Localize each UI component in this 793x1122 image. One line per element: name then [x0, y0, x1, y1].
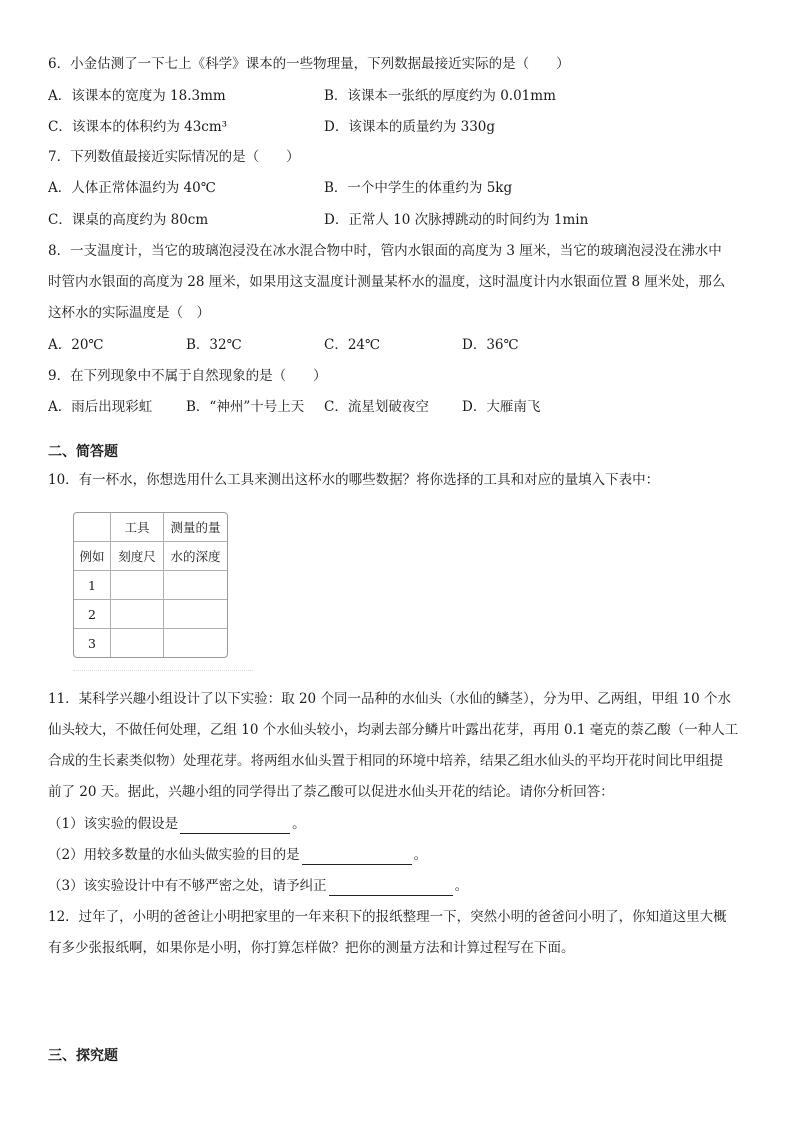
q8-line-2: 时管内水银面的高度为 28 厘米，如果用这支温度计测量某杯水的温度，这时温度计内水银面位置 8 厘米处，那么 — [48, 274, 726, 290]
table-cell — [111, 629, 164, 657]
table-cell: 3 — [74, 629, 111, 657]
table-cell: 例如 — [74, 542, 111, 571]
q8-line-1: 8．一支温度计，当它的玻璃泡浸没在冰水混合物中时，管内水银面的高度为 3 厘米，当它的玻璃泡浸没在沸水中 — [48, 243, 722, 259]
q8-option-a: A．20℃ — [48, 337, 104, 353]
table-cell — [164, 571, 227, 600]
q8-line-3: 这杯水的实际温度是（ ） — [48, 305, 210, 321]
q6-option-b: B．该课本一张纸的厚度约为 0.01mm — [324, 88, 556, 104]
period: 。 — [413, 847, 428, 863]
q9-option-d: D．大雁南飞 — [462, 399, 541, 415]
table-header-cell: 工具 — [111, 513, 164, 542]
section-heading-2: 二、简答题 — [48, 444, 118, 460]
table-cell: 刻度尺 — [111, 542, 164, 571]
table-cell: 1 — [74, 571, 111, 600]
q9-stem: 9．在下列现象中不属于自然现象的是（ ） — [48, 368, 327, 384]
q12-line-1: 12．过年了，小明的爸爸让小明把家里的一年来积下的报纸整理一下，突然小明的爸爸问小明了，你知道这里大概 — [48, 909, 727, 925]
q9-option-c: C．流星划破夜空 — [324, 399, 429, 415]
table-cell — [164, 629, 227, 657]
q9-option-b: B．“神州”十号上天 — [186, 399, 305, 415]
q12-line-2: 有多少张报纸啊，如果你是小明，你打算怎样做？把你的测量方法和计算过程写在下面。 — [48, 940, 575, 956]
q10-stem: 10．有一杯水，你想选用什么工具来测出这杯水的哪些数据？将你选择的工具和对应的量填入下表中： — [48, 472, 660, 488]
q11-sub-3 — [48, 876, 468, 896]
table-cell: 2 — [74, 600, 111, 629]
q8-option-d: D．36℃ — [462, 337, 519, 353]
q7-option-a: A．人体正常体温约为 40℃ — [48, 180, 216, 196]
divider — [73, 670, 253, 671]
q11-line-3: 合成的生长素类似物）处理花芽。将两组水仙头置于相同的环境中培养，结果乙组水仙头的平均开花时间比甲组提 — [48, 753, 723, 769]
period: 。 — [292, 816, 306, 832]
table-row — [74, 542, 227, 571]
q11-sub-3-text: （3）该实验设计中有不够严密之处，请予纠正 — [48, 878, 327, 894]
q7-option-c: C．课桌的高度约为 80cm — [48, 212, 209, 228]
answer-blank[interactable] — [302, 850, 412, 865]
q11-line-4: 前了 20 天。据此，兴趣小组的同学得出了萘乙酸可以促进水仙头开花的结论。请你分析回答： — [48, 784, 614, 800]
q11-sub-2-text: （2）用较多数量的水仙头做实验的目的是 — [48, 847, 300, 863]
table-header-cell: 测量的量 — [164, 513, 227, 542]
q6-stem: 6．小金估测了一下七上《科学》课本的一些物理量，下列数据最接近实际的是（ ） — [48, 56, 570, 72]
q11-line-1: 11．某科学兴趣小组设计了以下实验：取 20 个同一品种的水仙头（水仙的鳞茎），分为甲、乙两组，甲组 10 个水 — [48, 691, 731, 707]
q11-sub-2 — [48, 845, 427, 865]
q7-option-d: D．正常人 10 次脉搏跳动的时间约为 1min — [324, 212, 589, 228]
q8-option-c: C．24℃ — [324, 337, 381, 353]
q6-option-a: A．该课本的宽度为 18.3mm — [48, 88, 226, 104]
answer-blank[interactable] — [180, 819, 290, 834]
table-row — [74, 600, 227, 629]
answer-blank[interactable] — [329, 881, 453, 896]
q9-option-a: A．雨后出现彩虹 — [48, 399, 153, 415]
q11-line-2: 仙头较大，不做任何处理，乙组 10 个水仙头较小，均剥去部分鳞片叶露出花芽，再用 0.1 毫克的萘乙酸（一种人工 — [48, 722, 739, 738]
table-row — [74, 629, 227, 657]
q7-option-b: B．一个中学生的体重约为 5kg — [324, 180, 513, 196]
q6-option-c: C．该课本的体积约为 43cm³ — [48, 119, 228, 135]
table-header-cell — [74, 513, 111, 542]
table-header-row — [74, 513, 227, 542]
q7-stem: 7．下列数值最接近实际情况的是（ ） — [48, 149, 300, 165]
q11-sub-1 — [48, 814, 306, 834]
table-cell — [164, 600, 227, 629]
period: 。 — [454, 878, 469, 894]
q8-option-b: B．32℃ — [186, 337, 242, 353]
q11-sub-1-text: （1）该实验的假设是 — [48, 816, 179, 832]
table-cell: 水的深度 — [164, 542, 227, 571]
section-heading-3: 三、探究题 — [48, 1048, 118, 1064]
table-row — [74, 571, 227, 600]
table-cell — [111, 600, 164, 629]
q6-option-d: D．该课本的质量约为 330g — [324, 119, 496, 135]
q10-answer-table — [73, 512, 228, 658]
table-cell — [111, 571, 164, 600]
